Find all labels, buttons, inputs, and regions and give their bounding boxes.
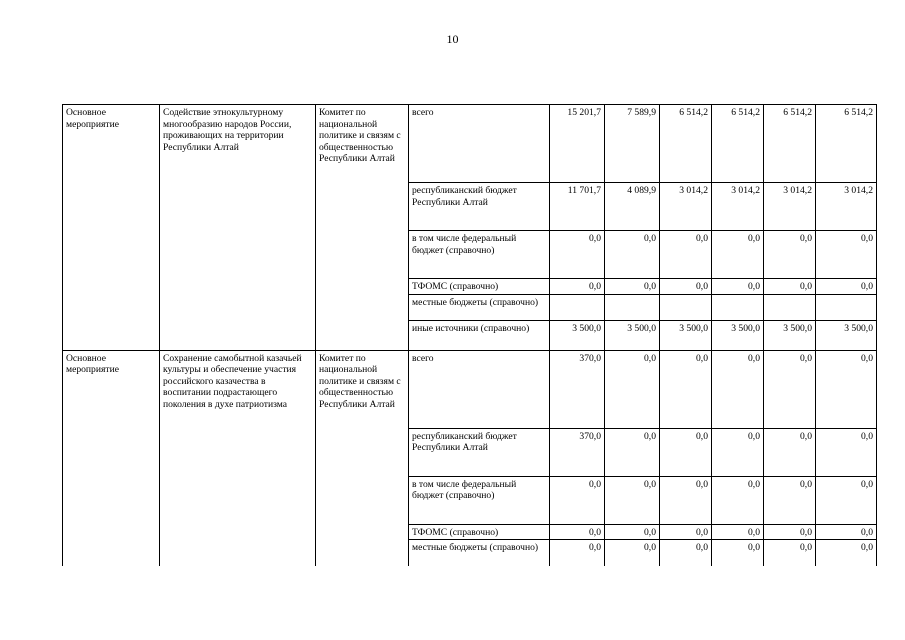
value-cell xyxy=(660,294,712,320)
value-cell: 0,0 xyxy=(605,428,660,476)
value-cell: 3 014,2 xyxy=(660,183,712,231)
value-cell: 0,0 xyxy=(712,524,764,540)
value-cell: 3 014,2 xyxy=(764,183,816,231)
funding-source-cell: в том числе федеральный бюджет (справочно) xyxy=(409,231,550,279)
table-body xyxy=(63,105,877,566)
value-cell: 0,0 xyxy=(550,524,605,540)
value-cell: 0,0 xyxy=(660,231,712,279)
funding-source-cell: республиканский бюджет Республики Алтай xyxy=(409,428,550,476)
value-cell: 370,0 xyxy=(550,350,605,428)
executor-cell: Комитет по национальной политике и связям с общественностью Республики Алтай xyxy=(316,105,409,351)
value-cell: 0,0 xyxy=(816,476,877,524)
value-cell: 3 500,0 xyxy=(660,320,712,350)
funding-source-cell: местные бюджеты (справочно) xyxy=(409,540,550,566)
value-cell: 0,0 xyxy=(605,524,660,540)
value-cell: 3 500,0 xyxy=(764,320,816,350)
activity-name-cell: Содействие этнокультурному многообразию народов России, проживающих на территории Республики Алтай xyxy=(160,105,316,351)
value-cell: 0,0 xyxy=(660,350,712,428)
value-cell xyxy=(550,294,605,320)
value-cell: 0,0 xyxy=(764,231,816,279)
funding-source-cell: всего xyxy=(409,350,550,428)
value-cell: 4 089,9 xyxy=(605,183,660,231)
value-cell: 0,0 xyxy=(816,540,877,566)
value-cell: 0,0 xyxy=(660,524,712,540)
value-cell: 3 500,0 xyxy=(712,320,764,350)
value-cell: 15 201,7 xyxy=(550,105,605,183)
funding-source-cell: всего xyxy=(409,105,550,183)
value-cell: 0,0 xyxy=(712,279,764,295)
value-cell: 3 500,0 xyxy=(816,320,877,350)
value-cell: 0,0 xyxy=(764,428,816,476)
table-row xyxy=(63,105,877,183)
activity-type-cell: Основное мероприятие xyxy=(63,350,160,566)
value-cell: 3 500,0 xyxy=(550,320,605,350)
funding-source-cell: ТФОМС (справочно) xyxy=(409,279,550,295)
value-cell xyxy=(712,294,764,320)
activity-name-cell: Сохранение самобытной казачьей культуры и обеспечение участия российского казачества в воспитании подрастающего поколения в духе патриотизма xyxy=(160,350,316,566)
value-cell: 0,0 xyxy=(712,350,764,428)
value-cell: 0,0 xyxy=(764,540,816,566)
value-cell: 370,0 xyxy=(550,428,605,476)
value-cell: 0,0 xyxy=(550,279,605,295)
budget-table xyxy=(62,104,877,566)
value-cell: 3 014,2 xyxy=(712,183,764,231)
value-cell: 3 014,2 xyxy=(816,183,877,231)
value-cell: 0,0 xyxy=(816,231,877,279)
value-cell xyxy=(816,294,877,320)
value-cell: 6 514,2 xyxy=(660,105,712,183)
value-cell: 0,0 xyxy=(764,524,816,540)
table-row xyxy=(63,350,877,428)
value-cell: 0,0 xyxy=(660,540,712,566)
value-cell: 6 514,2 xyxy=(764,105,816,183)
value-cell: 0,0 xyxy=(550,231,605,279)
value-cell: 0,0 xyxy=(712,231,764,279)
value-cell: 0,0 xyxy=(605,279,660,295)
funding-source-cell: местные бюджеты (справочно) xyxy=(409,294,550,320)
value-cell: 0,0 xyxy=(660,428,712,476)
value-cell: 3 500,0 xyxy=(605,320,660,350)
value-cell: 0,0 xyxy=(816,350,877,428)
page-number: 10 xyxy=(446,32,459,46)
value-cell: 0,0 xyxy=(550,476,605,524)
value-cell: 0,0 xyxy=(712,428,764,476)
activity-type-cell: Основное мероприятие xyxy=(63,105,160,351)
value-cell: 0,0 xyxy=(605,231,660,279)
value-cell xyxy=(605,294,660,320)
value-cell: 0,0 xyxy=(660,279,712,295)
funding-source-cell: ТФОМС (справочно) xyxy=(409,524,550,540)
value-cell: 0,0 xyxy=(764,350,816,428)
value-cell: 0,0 xyxy=(605,350,660,428)
value-cell: 7 589,9 xyxy=(605,105,660,183)
value-cell: 0,0 xyxy=(712,476,764,524)
value-cell: 6 514,2 xyxy=(816,105,877,183)
value-cell: 0,0 xyxy=(605,476,660,524)
value-cell: 0,0 xyxy=(816,279,877,295)
funding-source-cell: в том числе федеральный бюджет (справочно) xyxy=(409,476,550,524)
value-cell: 0,0 xyxy=(550,540,605,566)
value-cell: 0,0 xyxy=(712,540,764,566)
value-cell: 0,0 xyxy=(660,476,712,524)
value-cell: 6 514,2 xyxy=(712,105,764,183)
value-cell: 0,0 xyxy=(605,540,660,566)
value-cell: 0,0 xyxy=(764,279,816,295)
value-cell xyxy=(764,294,816,320)
executor-cell: Комитет по национальной политике и связям с общественностью Республики Алтай xyxy=(316,350,409,566)
funding-source-cell: республиканский бюджет Республики Алтай xyxy=(409,183,550,231)
value-cell: 0,0 xyxy=(816,428,877,476)
value-cell: 11 701,7 xyxy=(550,183,605,231)
funding-source-cell: иные источники (справочно) xyxy=(409,320,550,350)
value-cell: 0,0 xyxy=(816,524,877,540)
value-cell: 0,0 xyxy=(764,476,816,524)
